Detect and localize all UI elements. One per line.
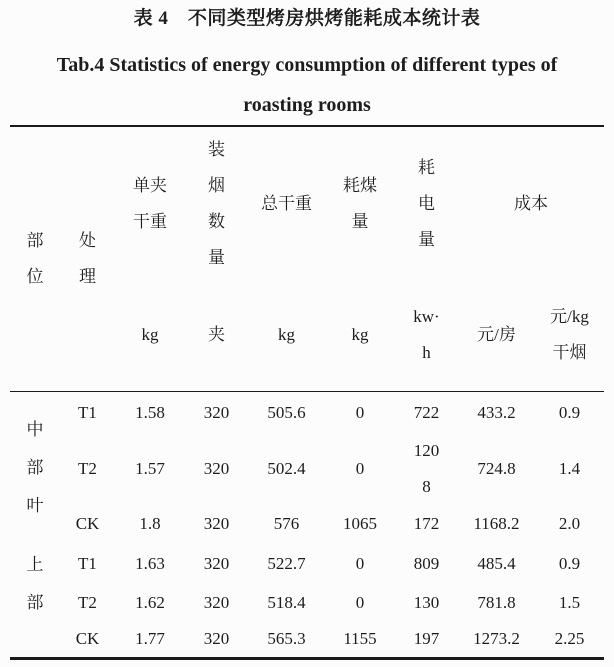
- header-smoke-load-char: 量: [208, 247, 225, 267]
- cell-clip-dry-weight: 1.57: [135, 459, 165, 478]
- cell-treatment: T2: [78, 592, 97, 612]
- cell-cost-per-room: 781.8: [477, 592, 516, 612]
- cell-total-dry-weight: 522.7: [267, 554, 306, 573]
- header-part-char: 位: [26, 267, 44, 286]
- header-treatment-char: 处: [79, 231, 96, 250]
- group-label-char: 上: [26, 555, 44, 574]
- header-electricity: [395, 127, 458, 299]
- header-electricity-char: 量: [418, 229, 435, 249]
- header-smoke-load-char: 装: [208, 139, 225, 159]
- header-smoke-load-char: 烟: [208, 175, 225, 195]
- cell-electricity: 722: [413, 403, 440, 422]
- group-label-char: 中: [26, 420, 44, 439]
- cell-coal: 0: [355, 459, 365, 478]
- cell-cost-per-room: 1168.2: [473, 514, 520, 533]
- unit-electricity: [395, 299, 458, 391]
- header-total-dry-weight: [248, 127, 325, 299]
- energy-consumption-table: [10, 125, 604, 660]
- group-label-char: 部: [26, 593, 44, 612]
- cell-clip-dry-weight: 1.8: [139, 514, 161, 533]
- cell-cost-per-kg: 2.0: [558, 514, 581, 533]
- header-part: [10, 127, 60, 391]
- cell-total-dry-weight: 502.4: [267, 459, 306, 478]
- header-smoke-load: [185, 127, 248, 299]
- cell-cost-per-kg: 2.25: [554, 629, 585, 648]
- header-electricity-char: 耗: [418, 157, 435, 177]
- cell-smoke-load: 320: [203, 554, 230, 573]
- group-label-upper-leaves: [10, 544, 60, 657]
- unit-coal: [325, 299, 395, 391]
- cell-electricity: [395, 434, 458, 504]
- header-clip-dry-weight-line: 干重: [133, 211, 167, 231]
- cell-cost-per-kg: 0.9: [558, 403, 581, 422]
- cell-smoke-load: 320: [203, 459, 230, 478]
- cell-treatment: CK: [75, 514, 100, 533]
- unit-smoke-load-label: 夹: [208, 324, 225, 344]
- cell-clip-dry-weight: 1.77: [135, 629, 165, 648]
- cell-electricity: 197: [413, 629, 440, 648]
- cell-smoke-load: 320: [203, 403, 230, 422]
- cell-smoke-load: 320: [203, 592, 230, 612]
- cell-cost-per-room: 1273.2: [473, 629, 520, 648]
- header-treatment-char: 理: [79, 267, 96, 286]
- unit-coal-label: kg: [351, 324, 369, 344]
- cell-treatment: CK: [75, 629, 100, 648]
- header-cost-label: 成本: [514, 193, 548, 213]
- unit-smoke-load: [185, 299, 248, 391]
- unit-cost-per-room-label: 元/房: [477, 324, 516, 344]
- cell-coal: 1155: [343, 629, 377, 648]
- cell-clip-dry-weight: 1.58: [135, 403, 165, 422]
- unit-cost-per-kg: [535, 299, 604, 391]
- cell-cost-per-room: 433.2: [477, 403, 516, 422]
- header-electricity-char: 电: [418, 193, 435, 213]
- header-smoke-load-char: 数: [208, 211, 225, 231]
- cell-coal: 0: [355, 592, 365, 612]
- header-cost: [458, 127, 604, 299]
- unit-clip-dry-weight-label: kg: [141, 324, 159, 344]
- cell-total-dry-weight: 565.3: [267, 629, 306, 648]
- cell-cost-per-kg: 0.9: [558, 554, 581, 573]
- cell-coal: 0: [355, 554, 365, 573]
- unit-electricity-line: h: [422, 342, 431, 362]
- header-coal: [325, 127, 395, 299]
- cell-clip-dry-weight: 1.63: [135, 554, 165, 573]
- cell-total-dry-weight: 505.6: [267, 403, 306, 422]
- unit-electricity-line: kw·: [413, 306, 440, 326]
- unit-cost-per-kg-line: 元/kg: [550, 306, 589, 326]
- header-coal-line: 量: [351, 211, 369, 231]
- table-title-zh: 表 4 不同类型烤房烘烤能耗成本统计表: [133, 8, 481, 29]
- table-title-en: [0, 45, 614, 125]
- cell-clip-dry-weight: 1.62: [135, 592, 165, 612]
- header-clip-dry-weight: [115, 127, 185, 299]
- header-clip-dry-weight-line: 单夹: [133, 175, 167, 195]
- unit-cost-per-kg-line: 干烟: [552, 342, 587, 362]
- header-total-dry-weight-label: 总干重: [261, 193, 312, 213]
- table-title-en-line1: Tab.4 Statistics of energy consumption of different types of: [56, 54, 558, 76]
- header-treatment: [60, 127, 115, 391]
- cell-coal: 0: [355, 403, 365, 422]
- cell-smoke-load: 320: [203, 514, 230, 533]
- unit-total-dry-weight-label: kg: [278, 324, 295, 344]
- cell-treatment: T2: [78, 459, 97, 478]
- cell-electricity: 172: [413, 514, 440, 533]
- table-body: [10, 392, 604, 657]
- group-label-middle-leaves: [10, 392, 60, 544]
- cell-cost-per-room: 485.4: [477, 554, 516, 573]
- unit-clip-dry-weight: [115, 299, 185, 391]
- table-header: [10, 127, 604, 392]
- table-title-en-line2: roasting rooms: [243, 94, 371, 116]
- cell-electricity-line: 120: [413, 441, 440, 460]
- cell-electricity-line: 8: [422, 477, 431, 496]
- cell-smoke-load: 320: [203, 629, 230, 648]
- cell-treatment: T1: [78, 403, 97, 422]
- group-label-char: 叶: [26, 496, 44, 515]
- cell-treatment: T1: [78, 554, 97, 573]
- header-part-char: 部: [26, 231, 44, 250]
- unit-cost-per-room: [458, 299, 535, 391]
- cell-cost-per-kg: 1.5: [558, 592, 581, 612]
- cell-total-dry-weight: 518.4: [267, 592, 306, 612]
- cell-electricity: 130: [413, 592, 440, 612]
- cell-electricity: 809: [413, 554, 440, 573]
- unit-total-dry-weight: [248, 299, 325, 391]
- cell-cost-per-room: 724.8: [477, 459, 516, 478]
- group-label-char: 部: [26, 458, 44, 477]
- header-coal-line: 耗煤: [343, 175, 377, 195]
- cell-coal: 1065: [343, 514, 377, 533]
- cell-total-dry-weight: 576: [273, 514, 300, 533]
- cell-cost-per-kg: 1.4: [558, 459, 581, 478]
